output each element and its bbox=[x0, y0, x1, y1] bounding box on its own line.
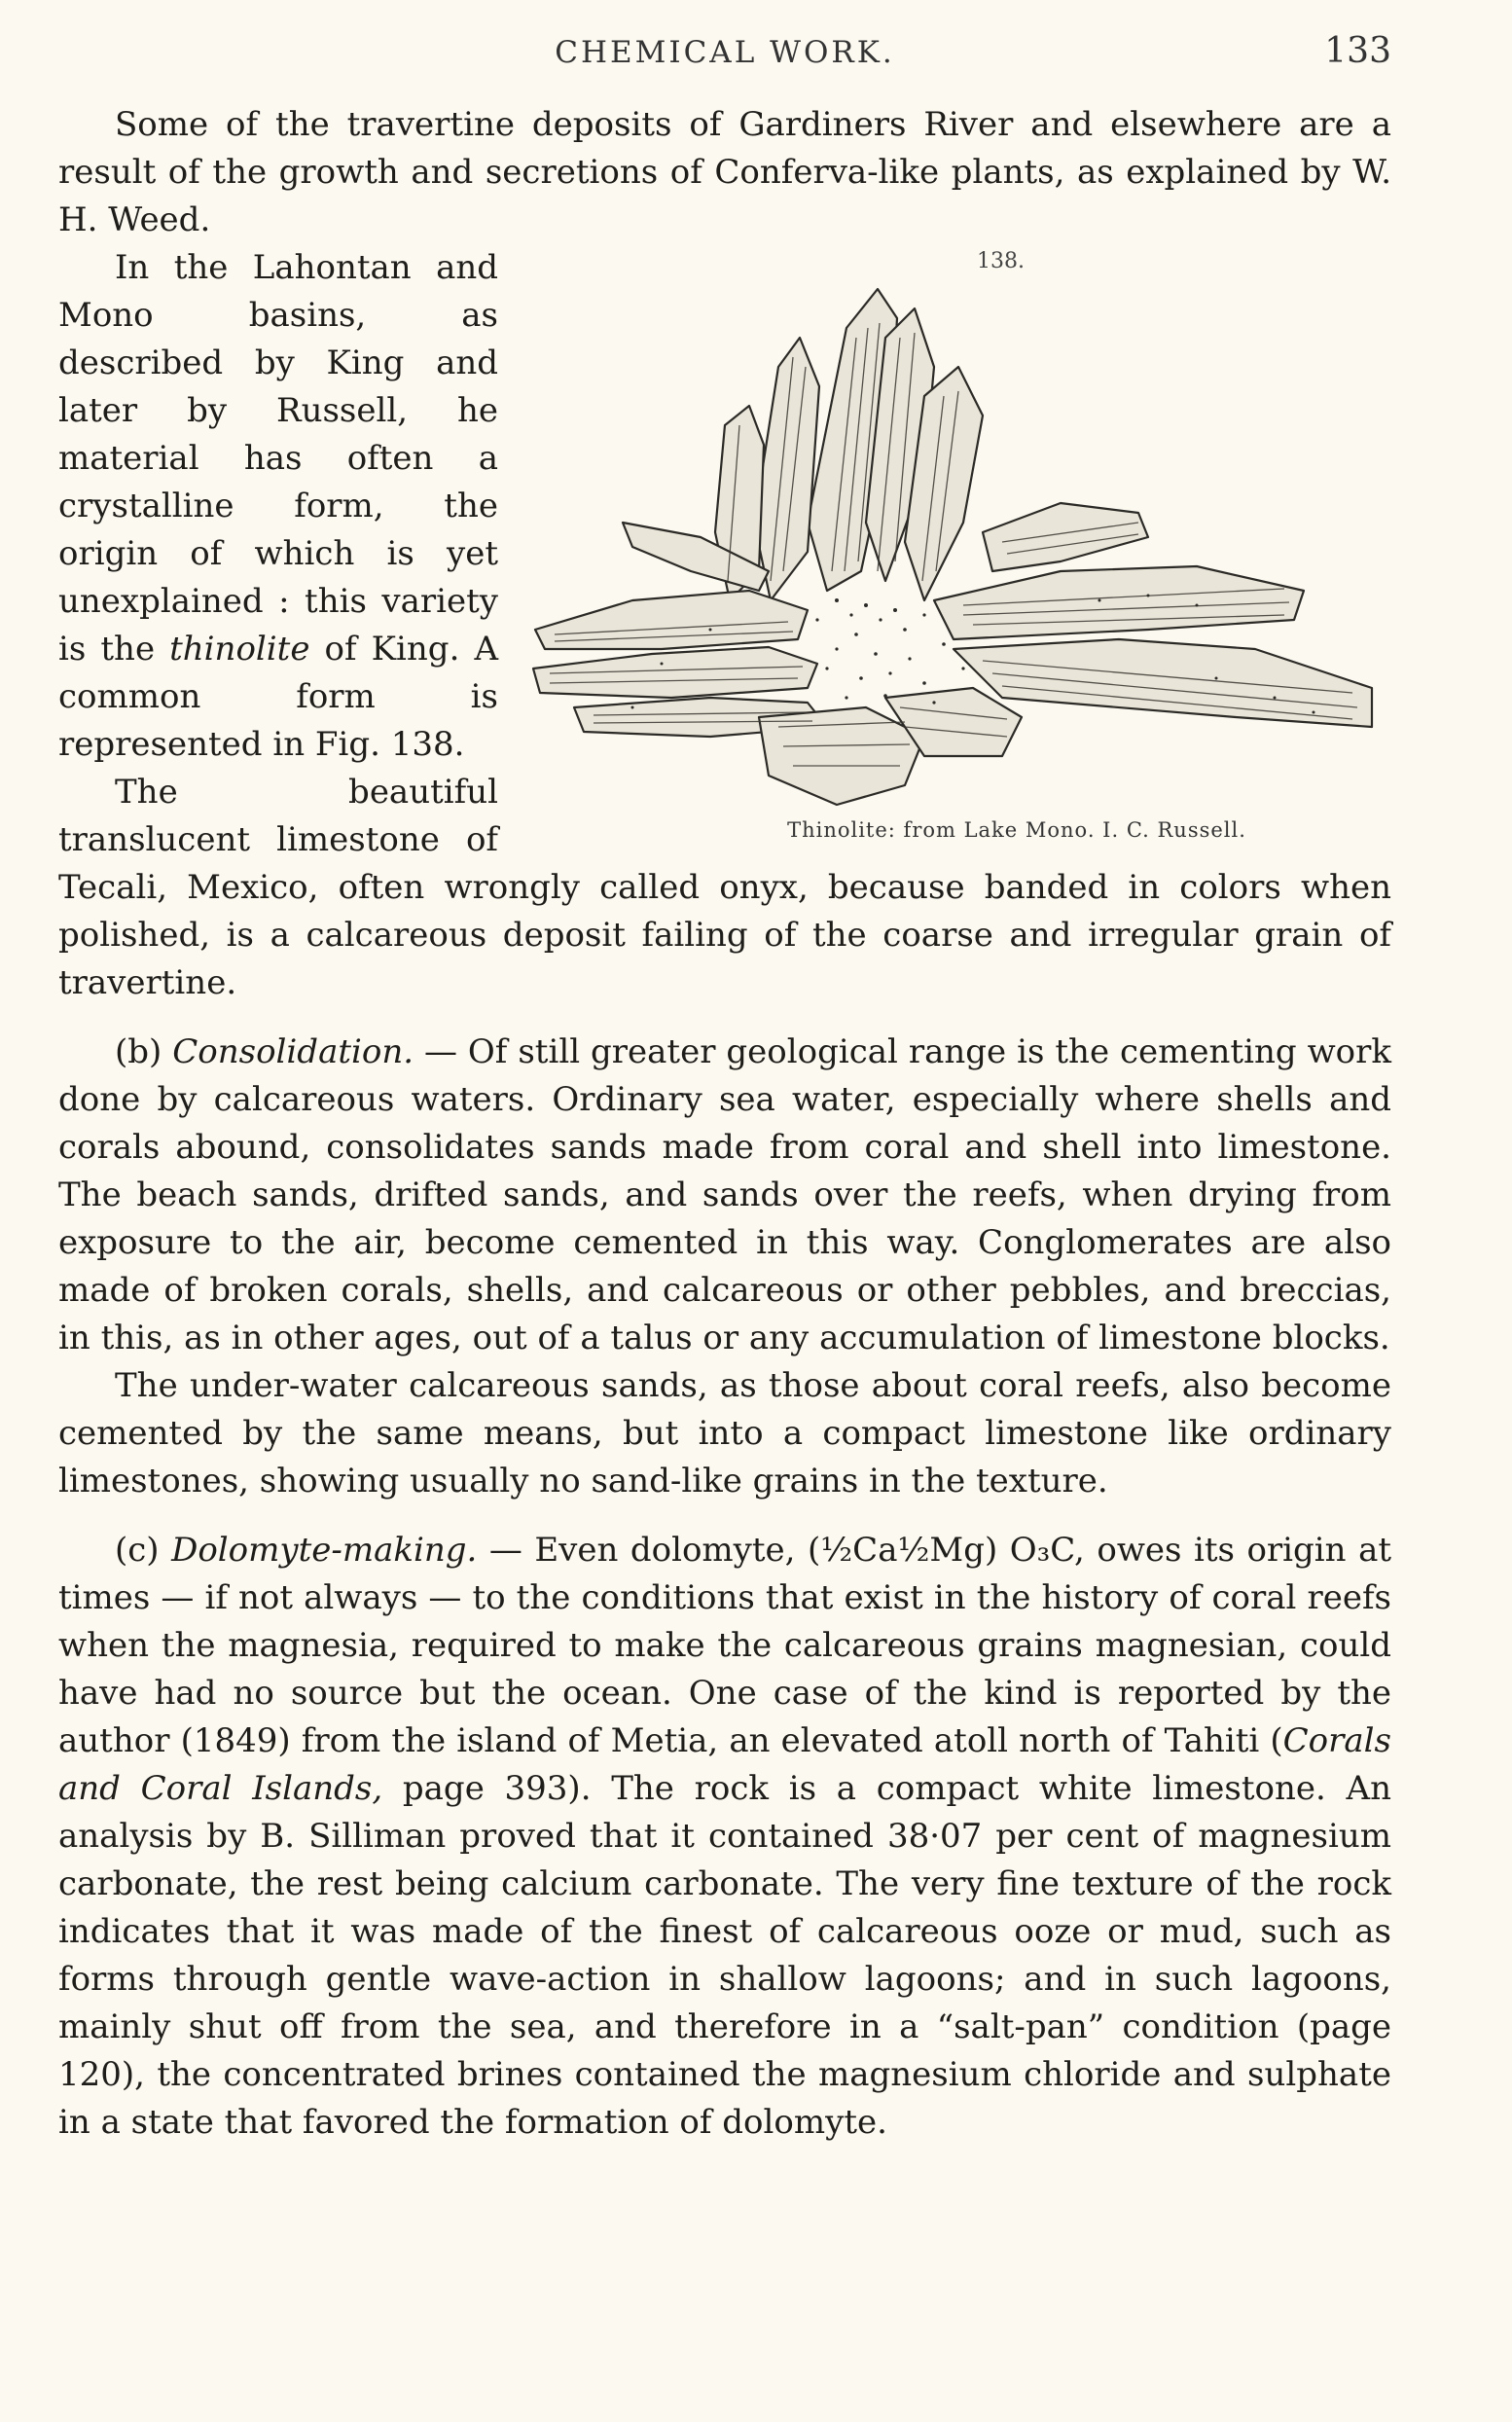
figure-caption: Thinolite: from Lake Mono. I. C. Russell. bbox=[787, 818, 1246, 842]
lahontan-text-b: of King. A common form is represented in Fig. 138. bbox=[58, 630, 498, 764]
book-title: Corals and Coral Islands, bbox=[58, 1721, 1391, 1808]
crystal-right-1 bbox=[934, 566, 1304, 639]
section-consolidation bbox=[58, 1029, 1391, 1362]
figure-138 bbox=[516, 248, 1391, 845]
thinolite-term: thinolite bbox=[169, 630, 310, 669]
crystal-right-3 bbox=[983, 503, 1148, 571]
paragraph-tecali-limestone: The beautiful translucent limestone of Tecali, Mexico, often wrongly called onyx, because banded in colors when polished, is a calcareous deposit failing of the coarse and irregular grain of travertine. bbox=[58, 773, 1391, 1002]
section-b-heading: Consolidation. bbox=[172, 1032, 414, 1071]
section-b-label: (b) bbox=[115, 1032, 162, 1071]
page-header bbox=[58, 31, 1391, 93]
page-number: 133 bbox=[1324, 31, 1391, 71]
paragraph-under-water-sands: The under-water calcareous sands, as those about coral reefs, also become cemented by the same means, but into a compact limestone like ordinary limestones, showing usually no sand-like grains in the texture. bbox=[58, 1366, 1391, 1500]
section-c-heading: Dolomyte-making. bbox=[171, 1531, 478, 1570]
thinolite-illustration bbox=[516, 279, 1391, 810]
running-head: CHEMICAL WORK. bbox=[555, 35, 895, 70]
section-c-text-b: page 393). The rock is a compact white limestone. An analysis by B. Silliman proved that it contained 38·07 per cent of magnesium carbonate, the rest being calcium carbonate. The very fine texture of the rock indicates that it was made of the finest of calcareous ooze or mud, such as forms through gentle wave-action in shallow lagoons; and in such lagoons, mainly shut off from the sea, and therefore in a “salt-pan” condition (page 120), the concentrated brines contained the magnesium chloride and sulphate in a state that favored the formation of dolomyte. bbox=[58, 1769, 1391, 2142]
lahontan-text-a: In the Lahontan and Mono basins, as described by King and later by Russell, he material has often a crystalline form, the origin of which is yet unexplained : this variety is the bbox=[58, 248, 498, 669]
section-dolomyte-making bbox=[58, 1527, 1391, 2147]
section-c-text-a: — Even dolomyte, (½Ca½Mg) O₃C, owes its origin at times — if not always — to the conditions that exist in the history of coral reefs when the magnesia, required to make the calcareous grains magnesian, could have had no source but the ocean. One case of the kind is reported by the author (1849) from the island of Metia, an elevated atoll north of Tahiti ( bbox=[58, 1531, 1392, 1760]
section-b-text: — Of still greater geological range is the cementing work done by calcareous waters. Ordinary sea water, especially where shells and corals abound, consolidates sands made from coral and shell into limestone. The beach sands, drifted sands, and sands over the reefs, when drying from exposure to the air, become cemented in this way. Conglomerates are also made of broken corals, shells, and calcareous or other pebbles, and breccias, in this, as in other ages, out of a talus or any accumulation of limestone blocks. bbox=[58, 1032, 1391, 1357]
book-page bbox=[58, 31, 1392, 2370]
figure-number: 138. bbox=[977, 249, 1025, 273]
paragraph-travertine-deposits: Some of the travertine deposits of Gardiners River and elsewhere are a result of the growth and secretions of Conferva-like plants, as explained by W. H. Weed. bbox=[58, 105, 1391, 239]
section-c-label: (c) bbox=[115, 1531, 160, 1570]
